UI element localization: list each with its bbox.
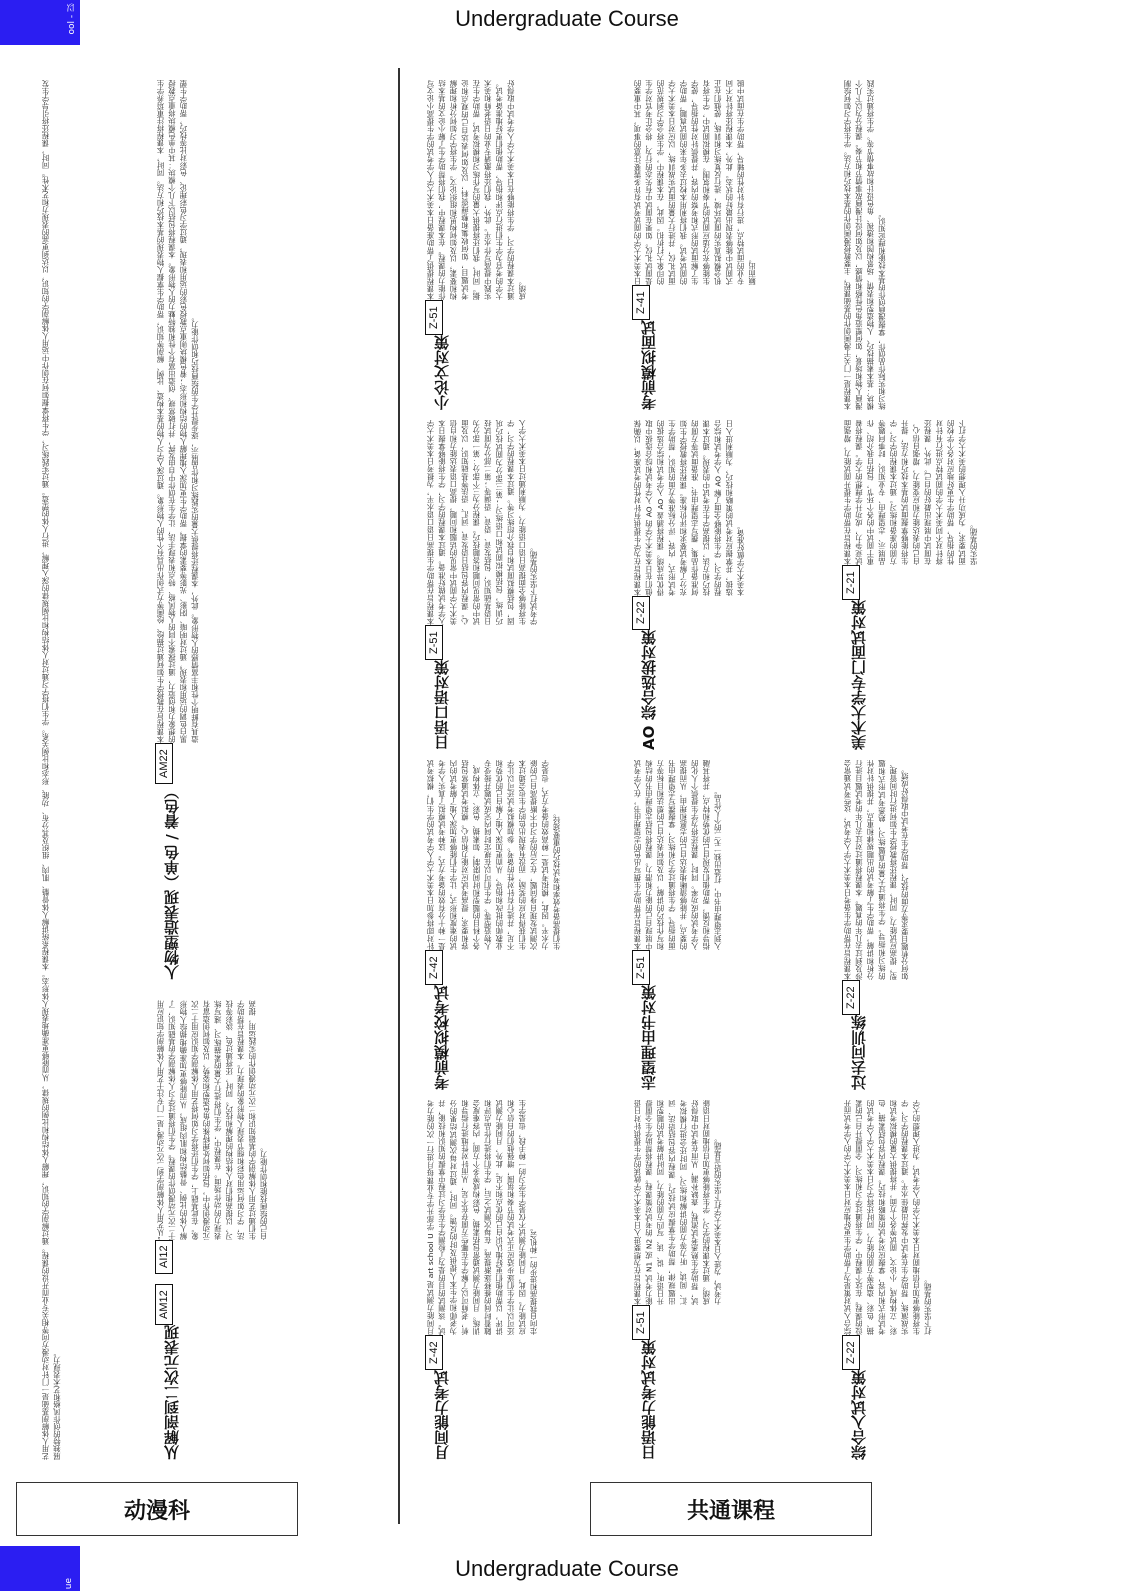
course-art-interview <box>842 420 1042 750</box>
course-oral-test-title: 日语口语对策 <box>433 660 451 750</box>
course-art-interview-code-1: Z-21 <box>842 565 860 600</box>
course-interview-test <box>632 80 832 410</box>
course-anatomy-2d-title: 从解剖到二次元表现 <box>163 1325 181 1460</box>
course-ao-test-desc: 本课程旨在为学生提供有针对性的考试准备，以确保他们在日本美术大学的 AO 入学考试和综合选拔中取得优异成绩。课程将涵盖 AO 入学考试和综合选拔的考试形式、内容、评分标准等方面的知识，帮助学生充分了解考试要求和评价标准。课程还将教授学生如何准备作品集、撰写志望理由书、准备面试等方面的技巧和方法，以提高学生在考试中的表现。通过本课程的学习，学生将能够全面了解 AO 入学考试和综合选拔，并掌握应对考试的策略和技巧，为顺利进入日本美术大学做好准备。 <box>633 420 746 596</box>
course-anatomy-2d-codes <box>155 1240 173 1325</box>
course-jlpt-test-codes <box>632 1305 650 1340</box>
course-anatomy-2d-desc: “从艺用人体解剖学到二次元动漫”是一门专注于艺用人体解剖学知识应用于二次元动漫创作的课程。学生们将通过学习人体解剖学的基础知识，了解人体的比例、骨骼结构和肌肉组成，从而能够更加准确地描绘人物形象。在此基础上，学生们还将学习如何将艺用人体解剖学知识应用于二次元动漫创作中，包括如何处理特殊的角色造型和姿势，以及如何创造富有表现力的动作场面。在课程中，学生们将进行大量的素描练习、速写练习，以提高他们对人体结构的理解和技巧。同时，还将通过色、淡彩等技法，学习如何运用色彩和细节表现人物形象的表现力。本课程旨在帮助学生们通过艺用人体解剖学的基础知识和二次元动漫创作的实践运用，提高自己的绘画技能和创作能力。 <box>156 1000 269 1240</box>
blue-tab-bottom-label: ue <box>64 1577 74 1589</box>
course-comprehensive-test-desc: 综合入试对策是为了帮助学生更好地应对日本美术大学的入学考试而开设的课程。在这个课程中，学生将通过学习和练习，全面提升自己的素描、色彩、造型等方面的能力，同时还将学习日本美术大学入学考试的考试形式和内容，掌握应对考试的策略和技巧。课程内容包括素描、色彩、立体构成、小论文、面试等各个方面，并将提供大量的模拟考试和实战演练，帮助学生在考试中发挥出最佳水平。通过本课程的学习，学生将能够更加自信地面对日本美术大学的入学考试，为进入理想的大学打下坚实的基础。 <box>843 1100 933 1336</box>
course-interview-test-codes <box>632 285 650 320</box>
course-interview-drill-desc: 本课程旨在帮助学生备考日本美术大学入学考试，这些考试通常会涉及到过去几年的真题。本课程将通过对过去几年的考试题目进行分析和讲解，帮助学生了解考试的出题规律和重点，并提供针对性的练习和指导。学生将通过大量的真题练习，熟悉考试形式和题型，提高应试能力。同时，课程还将教授学生如何进行时间管理、如何分析题目要求等方面的技巧，帮助学生在考试中取得好成绩。 <box>843 760 910 981</box>
course-ao-test-codes <box>632 596 650 631</box>
course-art-interview-title: 美术大学专门面试对策 <box>850 600 868 750</box>
course-purpose-test-codes <box>632 950 650 985</box>
course-anatomy-2d-code-1: AM12 <box>155 1284 173 1325</box>
course-character-color-title: 人物塑造表现（单色 / 着色） <box>163 784 181 980</box>
course-character-color-code-1: AM22 <box>155 743 173 784</box>
column-divider <box>398 68 400 1524</box>
course-interview-test-code-1: Z-41 <box>632 285 650 320</box>
course-purpose-test <box>632 760 832 1090</box>
course-comprehensive-test <box>842 1100 1042 1460</box>
course-comprehensive-test-codes <box>842 1335 860 1370</box>
course-interview-drill-code-1: Z-22 <box>842 980 860 1015</box>
blue-tab-bottom <box>0 1546 80 1591</box>
course-purpose-test-desc: 本课程旨在帮助学生撰写出色的志望理由书，在入学考试中展现自己的能力和潜力。课程将包括志望理由书的结构和写作技巧的讲解，以及如何表达自己的想法和目标等方面的指导。学生将通过学习和练习，掌握撰写志望理由书的要点，并能够清晰地表达自己的志愿和理由，从而提高入学考试的成功率。同时，课程还将为学生提供个人化的指导和反馈，帮助他们发现自己的优势和特点，并将其融入到志望理由书中，打造出独一无二的个人作品。 <box>633 760 723 951</box>
course-comic-intro-desc: 本课程是一门关于漫画创作的基础课程，主要教授漫画创作的基本技巧和方法。学生将学习如何绘制漫画人物和场景，如何塑造角色性格和情感，以及如何设计漫画故事情节和节奏。课程分为以下几个模块：基本素描技巧、人物造型和表情、场景构图和透视、角色设计和故事情节等。学生将通过实践练习和实际作品创作，掌握漫画创作的基本技能和理论知识。 <box>843 80 887 410</box>
course-oral-test-codes <box>425 625 443 660</box>
course-monthly-test-desc: 月间能力测试是 art school U 学部升学专业课每月进行一次的能力考试。该测试的目的是为了检测学生在学习过程中掌握的知识和技能，并为老师和学生本人提供及时的反馈。同时，通过对每次测试结果的分析，老师可以了解学生在哪些方面存在不足，从而针对性地进行指导和训练。月间能力测试通常包括素描、色彩构成等多个方面，内容难度会随着时间的推移逐渐提高。在每次测试之后，学生们将进行作品点评和讲评，以帮助他们更好地认识自己的优点和不足。此外，月间能力测试还可以让学生们逐步适应正式考试的节奏和氛围，增强他们的自信心和应试能力。因此，月间能力测试不仅是学生学习的一种手段，也是学生走向自我提高和进步的一种机会。 <box>426 1100 539 1336</box>
course-jlpt-test-title: 日语能力考试对策 <box>640 1340 658 1460</box>
page-title-top: Undergraduate Course <box>455 6 679 31</box>
course-essay-test-codes <box>425 300 443 335</box>
department-common: 共通课程 <box>590 1482 872 1536</box>
course-anatomy-2d <box>155 1000 355 1460</box>
course-monthly-test-codes <box>425 1335 443 1370</box>
course-ao-test <box>632 420 832 750</box>
course-anatomy-2d-code-2: AI12 <box>155 1240 173 1275</box>
blue-tab-top <box>0 0 80 45</box>
course-comprehensive-test-title: 综合入试对策 <box>850 1370 868 1460</box>
course-art-interview-desc: 本课程旨在帮助学生提升面试能力，增强面试竞争力，成功升学理想的大学。课程将着重于面试中的各个环节，包括自我介绍、作品展示、志望理由、专业知识、时事问题等方面的准备和练习。通过本课程的学习，学生将能够掌握面试的基本技巧和方法，提升自己的表达能力和应变能力，增强自信心，在面试中展现出最好的自己。此外，课程还将针对不同美术大学的面试特点进行有针对性的指导，帮助学生更好地应对各个学校的面试要求，为成功升入理想的美术大学打下坚实的基础。 <box>843 420 979 566</box>
course-character-color <box>155 80 355 980</box>
course-mock-exam-code-1: Z-42 <box>425 950 443 985</box>
course-character-color-codes <box>155 743 173 784</box>
course-monthly-test-code-1: Z-42 <box>425 1335 443 1370</box>
course-comic-intro-text <box>842 80 1042 410</box>
course-interview-drill-title: 过去问训练 <box>850 1015 868 1090</box>
page-title-bottom: Undergraduate Course <box>455 1556 679 1581</box>
course-purpose-test-title: 志望理由书对策 <box>640 985 658 1090</box>
course-monthly-test-title: 月间能力考试 <box>433 1370 451 1460</box>
course-interview-drill-codes <box>842 980 860 1015</box>
course-anime-intro <box>40 80 145 1460</box>
course-mock-exam-title: 考前模拟校考试 <box>433 985 451 1090</box>
course-essay-test-title: 小论文对策 <box>433 335 451 410</box>
course-oral-test-desc: 本课程旨在帮助学生提高日语口语水平，为报考日本美术大学入学考试做好准备。通过本课程的学习，学生将能够掌握日本美术大学面试中常见的话题和问题，提高口语表达能力和自信心。课程内容包括日语发音、词汇、语法等基础知识，以及面试中的常见问题和答题技巧。课程分为三个部分：第一部分为日语基础知识，包括发音、语音、语调等；第二部分为面试技巧训练，包括模拟面试和口语练习；第三部分为面试技巧巩固，包括模拟面试和自我介绍练习等。通过本课程的学习，学生将能够全面提高日语口语能力，为顺利通过日本美术大学入学考试打下坚实的基础。 <box>426 420 539 626</box>
course-ao-test-title: AO 综合选拔对策 <box>640 630 658 750</box>
course-mock-exam-desc: 针对即将参加日本美术大学入学考试的学生们，模拟考试是一种十分有效的备考方式。这种考试模拟了真实入学考试的难度和形式，让学生们能够更加深入地了解考试的内容和要求，提高考试应对能力和信心。模拟考试通常包括各个科目的题型和时间限制，如素描、色彩、立体构成、人物造型等。学生们可以在规定时间内完成试题并接受专业教师的批改和指导，从而更加深入地了解自己的优势和不足，并进行有针对性的备考。参加模拟考试还可以让学生们获得对应的奖励，而没有表现出色的学生也会通过本次测试发现自身问题，在之后的学习中不断提高自己的能力水平。因此，模拟考试是一种高效的备考方式，也是学生们提高备考效率和考试技巧的重要途径。 <box>426 760 562 951</box>
course-jlpt-test <box>632 1100 832 1460</box>
course-oral-test-code-1: Z-51 <box>425 625 443 660</box>
course-jlpt-test-desc: 本课程旨在为想要进入日本美术大学就读的学生提供针对日语能力考试 N1 或 N2 的考试对策课程。课程将帮助学生全面提升日语听、说、读、写四方面的能力，同时讲解考试的题型和出题规律，帮助学生掌握应试技巧。课程内容包括语法、词汇、阅读、听力等方面的讲解和练习，同时还会进行模拟考试，帮助学生熟悉考试流程，查缺补漏，从而在考试中取得好成绩。通过本课程的学习，学生将能够更加自信地面对日语能力考试，为进入日本美术大学打下坚实的语言基础。 <box>633 1100 723 1306</box>
course-purpose-test-code-1: Z-51 <box>632 950 650 985</box>
blue-tab-top-label: ool - 以 <box>67 3 77 35</box>
course-ao-test-code-1: Z-22 <box>632 596 650 631</box>
course-monthly-test <box>425 1100 625 1460</box>
course-interview-test-title: 考前模拟面试 <box>640 320 658 410</box>
course-interview-test-desc: 日本美术大学的面试考试有许多需要注意的事项，其中重要的是面试礼仪。如果在面试中有失态的行为，将会让考官对学生的印象大打折扣。因此，在本课程中，学生将会学习到规范的面试礼仪，并进行大量的面试实战训练，以应对日本美术大学的面试考试。我们将利用本校过去多年来的面试真题，帮助学生了解面试的形式和考察的内容，并提供针对性的指导，使学生能够充分适应面试的节奏和氛围。在模拟面试中，学生将有机会模拟真实的面试环境，进行反复练习和训练，使他们在正式面试中能够表现出最好的状态。此外，本课程还将针对不同专业的面试特点，进行有针对性的辅导，帮助学生在面试中脱颖而出。 <box>633 80 757 286</box>
course-essay-test-code-1: Z-51 <box>425 300 443 335</box>
course-jlpt-test-code-1: Z-51 <box>632 1305 650 1340</box>
course-comprehensive-test-code-1: Z-22 <box>842 1335 860 1370</box>
department-anime: 动漫科 <box>16 1482 298 1536</box>
course-essay-test <box>425 80 625 410</box>
course-anime-intro-desc: 艺用人体解剖基础是一门针对动漫方向等相关专业而开设的课程。通过解剖学的知识，理解人体结构和比例的规律，从而能够更准确地表现人体形态。本课程系统讲解人体骨骼、肌肉、组织及其分布、功能、形态和比例关系。学生们将学习通过对人体结构和比例规律的深入理解，进行人体的塑造。通过实践练习，学生将掌握如何在创作中运用人体解剖学的知识，以达到更高的表现力和艺术性。同时，课程还将引导学生发展独特的创作风格和艺术表现力。 <box>41 80 62 1460</box>
course-art-interview-codes <box>842 565 860 600</box>
course-essay-test-desc: 本课程提供了帮助准备日本美术大学入学考试的学生提高小论文写作能力的课程。在本课程中，我们将帮助学生了解小论文的基本结构和要素，以及如何构思和组织论文。学生将学习如何分析和理解考试题目，如何收集和整理资料，以及如何表达自己的观点和论据。同时，我们还将提供大量的写作练习和模拟考试，帮助学生在实践中提高写作水平。此外，我们还将邀请专业的日语老师和美术大学的考官为学生们进行点评和指导，帮助他们更好地准备考试。通过本课程的学习，学生将能够在日本美术大学入学考试中取得好成绩。 <box>426 80 527 301</box>
course-character-color-desc: 本课程旨在教授学生如何通过描绘、绘画等方式创作出具有个性的人物形象。通过深入学习人物的基本构造、比例、解剖等知识，帮助学生掌握人物表现的基本技巧和方法。同时，本课程将注重培养学生的想象力和创造力，通过探索不同的人物风格、特点和表现手法，让学生在创作中自由发挥，并打破常规、创造出富有个性和独特魅力的人物形象。本课程将包括以下几个模块：其中单色模块将重点教授黑白色调的运用和表现，通过对明暗、阴影、光影等要素的掌握，帮助学生更加深入地理解人物的结构和形态；着色模块则重点教授色彩的运用和表现，通过学习色彩理论、色彩对比等技巧，帮助学生塑造具有鲜明个性和丰富情感的人物形象。此外，本课程还将提供大量的实践练习和作品展示，逐步提升学生的绘画技巧和创作能力。 <box>156 80 200 744</box>
course-interview-drill <box>842 760 1042 1090</box>
course-mock-exam-codes <box>425 950 443 985</box>
course-mock-exam <box>425 760 625 1090</box>
course-oral-test <box>425 420 625 750</box>
